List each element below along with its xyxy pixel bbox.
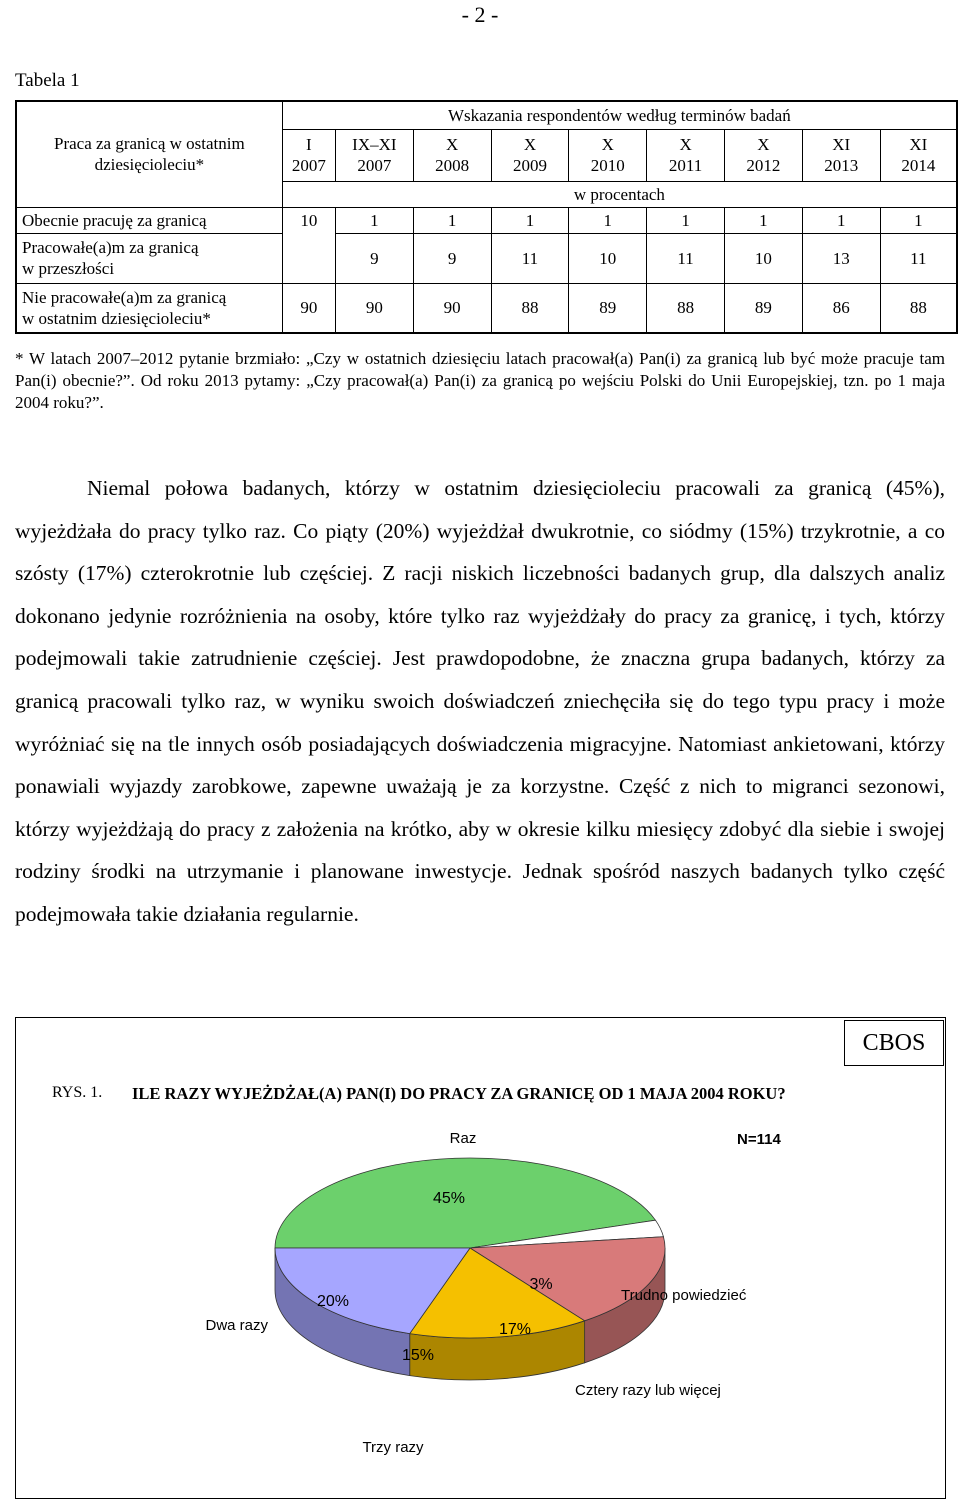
col-header-1: IX–XI 2007	[335, 129, 413, 181]
col-header-6: X 2012	[725, 129, 803, 181]
table-cell: 11	[491, 233, 569, 283]
pie-value-label-4: 20%	[316, 1293, 350, 1311]
pie-category-label-3: Trzy razy	[362, 1438, 424, 1456]
col-header-0: I 2007	[282, 129, 335, 181]
table-cell: 90	[282, 283, 335, 333]
table-cell: 90	[335, 283, 413, 333]
col-header-7: XI 2013	[802, 129, 880, 181]
unit-header: w procentach	[282, 181, 957, 207]
table-cell: 9	[335, 233, 413, 283]
table-cell: 10	[725, 233, 803, 283]
row-label: Nie pracowałe(a)m za granicą w ostatnim dziesięcioleciu*	[16, 283, 282, 333]
corner-label: Praca za granicą w ostatnim dziesięcioleciu*	[54, 134, 245, 175]
body-paragraph: Niemal połowa badanych, którzy w ostatnim dziesięcioleciu pracowali za granicą (45%), wyjeżdżała do pracy tylko raz. Co piąty (20%) wyjeżdżał dwukrotnie, co siódmy (15%) trzykrotnie, a co szósty (17%) czterokrotnie lub częściej. Z racji niskich liczebności badanych grup, dla dalszych analiz dokonano jedynie rozróżnienia na osoby, które tylko raz wyjeżdżały do pracy za granicę, i tych, którzy podejmowali takie zatrudnienie częściej. Jest prawdopodobne, że znaczna grupa badanych, którzy za granicą pracowali tylko raz, w wyniku swoich doświadczeń zniechęciła się do tego typu pracy i może wyróżniać się na tle innych osób posiadających doświadczenia migracyjne. Natomiast ankietowani, którzy ponawiali wyjazdy zarobkowe, zapewne uważają je za korzystne. Część z nich to migranci sezonowi, którzy wyjeżdżają do pracy z założenia na krótko, aby w okresie kilku miesięcy zdobyć dla siebie i swojej rodziny środki na utrzymanie i planowane inwestycje. Jednak spośród naszych badanych tylko część podejmowała takie działania regularnie.	[15, 476, 945, 926]
table-cell: 88	[491, 283, 569, 333]
sample-size-label: N=114	[737, 1130, 781, 1148]
table-cell: 1	[880, 207, 957, 233]
pie-value-label-1: 3%	[529, 1276, 553, 1294]
pie-category-label-4: Dwa razy	[205, 1316, 268, 1334]
table-cell: 88	[647, 283, 725, 333]
row-label: Pracowałe(a)m za granicą w przeszłości	[16, 233, 282, 283]
col-header-5: X 2011	[647, 129, 725, 181]
pie-category-label-2: Cztery razy lub więcej	[575, 1381, 721, 1399]
table-cell: 1	[569, 207, 647, 233]
table-cell: 1	[802, 207, 880, 233]
pie-value-label-3: 15%	[401, 1347, 435, 1365]
table-cell: 86	[802, 283, 880, 333]
merged-cell: 10	[282, 207, 335, 283]
table-cell: 1	[491, 207, 569, 233]
table-cell: 1	[335, 207, 413, 233]
table-cell: 10	[569, 233, 647, 283]
col-header-8: XI 2014	[880, 129, 957, 181]
table-cell: 11	[647, 233, 725, 283]
group-header: Wskazania respondentów według terminów badań	[282, 101, 957, 129]
col-header-4: X 2010	[569, 129, 647, 181]
table-cell: 89	[725, 283, 803, 333]
table-cell: 9	[413, 233, 491, 283]
pie-category-label-1: Trudno powiedzieć	[621, 1286, 747, 1304]
page-number: - 2 -	[461, 2, 499, 27]
figure-title: ILE RAZY WYJEŻDŻAŁ(A) PAN(I) DO PRACY ZA GRANICĘ OD 1 MAJA 2004 ROKU?	[132, 1084, 786, 1103]
table-cell: 1	[725, 207, 803, 233]
table-cell: 90	[413, 283, 491, 333]
row-label: Obecnie pracuję za granicą	[16, 207, 282, 233]
table-cell: 1	[413, 207, 491, 233]
pie-value-label-0: 45%	[432, 1190, 466, 1208]
figure-number: RYS. 1.	[52, 1084, 103, 1101]
cbos-logo: CBOS	[844, 1020, 944, 1066]
col-header-2: X 2008	[413, 129, 491, 181]
table-cell: 13	[802, 233, 880, 283]
table-cell: 1	[647, 207, 725, 233]
pie-value-label-2: 17%	[498, 1321, 532, 1339]
col-header-3: X 2009	[491, 129, 569, 181]
table-label: Tabela 1	[15, 70, 80, 91]
table-cell: 89	[569, 283, 647, 333]
pie-category-label-0: Raz	[449, 1129, 477, 1147]
table-cell: 88	[880, 283, 957, 333]
table-cell: 11	[880, 233, 957, 283]
table-footnote: * W latach 2007–2012 pytanie brzmiało: „Czy w ostatnich dziesięciu latach pracował(a) Pan(i) za granicą lub być może pracuje tam Pan(i) obecnie?”. Od roku 2013 pytamy: „Czy pracował(a) Pan(i) za granicą po wejściu Polski do Unii Europejskiej, tzn. po 1 maja 2004 roku?”.	[15, 349, 945, 412]
